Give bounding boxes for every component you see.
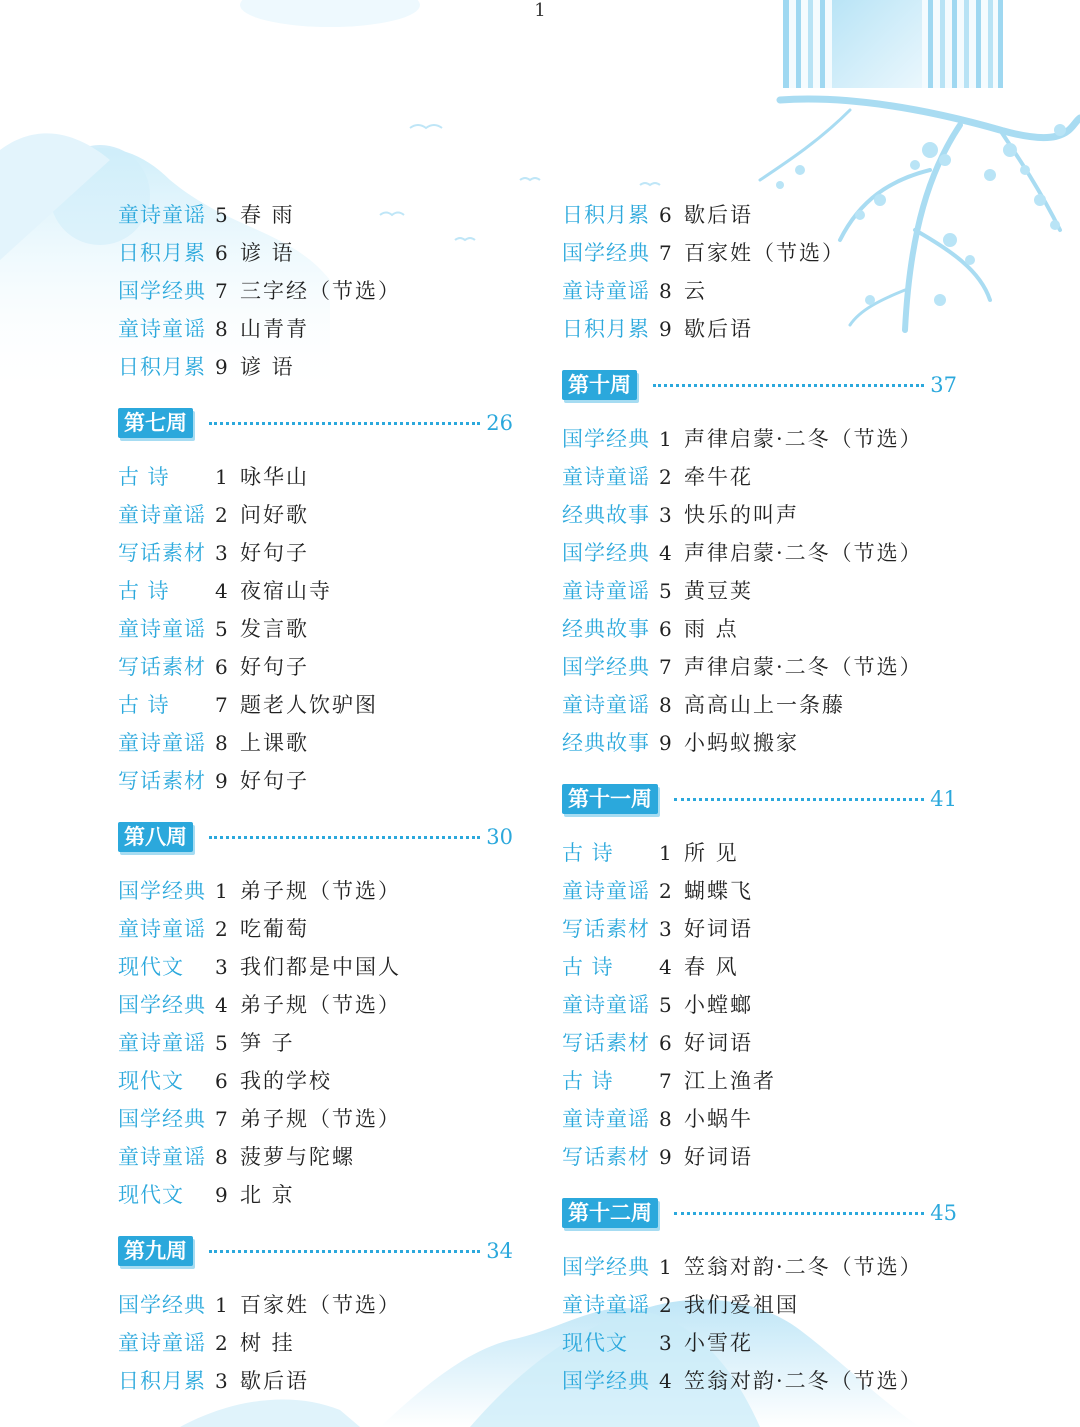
entry-title: 快乐的叫声 (684, 503, 799, 527)
entry-category: 古 诗 (118, 693, 170, 717)
entry-number: 8 (659, 279, 672, 303)
entry-title: 弟子规（节选） (240, 1107, 401, 1131)
toc-entry[interactable] (562, 1138, 957, 1176)
toc-left-column (118, 196, 513, 1400)
entry-category: 国学经典 (118, 279, 206, 303)
entry-category: 童诗童谣 (118, 203, 206, 227)
entry-category: 现代文 (118, 1183, 184, 1207)
toc-entry[interactable] (562, 1248, 957, 1286)
entry-number: 9 (659, 1145, 672, 1169)
toc-entry[interactable] (118, 1100, 513, 1138)
entry-number: 4 (659, 1369, 672, 1393)
entry-title: 笠翁对韵·二冬（节选） (684, 1369, 923, 1393)
entry-title: 蝴蝶飞 (684, 879, 753, 903)
entry-title: 黄豆荚 (684, 579, 753, 603)
entry-title: 小螳螂 (684, 993, 753, 1017)
entry-title: 好词语 (684, 1031, 753, 1055)
toc-entry[interactable] (562, 872, 957, 910)
entry-category: 童诗童谣 (118, 917, 206, 941)
entry-category: 童诗童谣 (118, 1331, 206, 1355)
entry-category: 童诗童谣 (562, 1293, 650, 1317)
entry-title: 我的学校 (240, 1069, 332, 1093)
toc-entry[interactable] (562, 572, 957, 610)
entry-title: 夜宿山寺 (240, 579, 332, 603)
toc-entry[interactable] (118, 196, 513, 234)
week-page-number: 30 (486, 825, 513, 849)
entry-title: 山青青 (240, 317, 309, 341)
entry-title: 好词语 (684, 1145, 753, 1169)
entry-title: 弟子规（节选） (240, 879, 401, 903)
spacer (562, 348, 957, 356)
toc-entry[interactable] (562, 610, 957, 648)
dotted-leader (653, 384, 924, 387)
entry-title: 牵牛花 (684, 465, 753, 489)
entry-category: 国学经典 (118, 1293, 206, 1317)
entry-number: 3 (659, 503, 672, 527)
dotted-leader (674, 798, 924, 801)
entry-title: 小蜗牛 (684, 1107, 753, 1131)
toc-entry[interactable] (562, 420, 957, 458)
toc-entry[interactable] (118, 872, 513, 910)
entry-category: 国学经典 (562, 1369, 650, 1393)
dotted-leader (674, 1212, 924, 1215)
entry-category: 写话素材 (118, 655, 206, 679)
week-page-number: 45 (930, 1201, 957, 1225)
entry-category: 日积月累 (118, 1369, 206, 1393)
entry-category: 日积月累 (118, 355, 206, 379)
spacer (118, 386, 513, 394)
entry-category: 国学经典 (118, 1107, 206, 1131)
entry-title: 树 挂 (240, 1331, 295, 1355)
week-header[interactable] (562, 356, 957, 414)
entry-number: 9 (215, 1183, 228, 1207)
entry-number: 6 (659, 617, 672, 641)
entry-title: 百家姓（节选） (684, 241, 845, 265)
entry-category: 经典故事 (562, 617, 650, 641)
entry-number: 8 (659, 1107, 672, 1131)
entry-title: 吃葡萄 (240, 917, 309, 941)
entry-number: 7 (659, 655, 672, 679)
entry-category: 日积月累 (562, 203, 650, 227)
entry-category: 现代文 (562, 1331, 628, 1355)
entry-title: 云 (684, 279, 707, 303)
dotted-leader (209, 836, 480, 839)
toc-entry[interactable] (118, 458, 513, 496)
entry-number: 9 (659, 731, 672, 755)
entry-category: 国学经典 (562, 241, 650, 265)
entry-title: 我们都是中国人 (240, 955, 401, 979)
entry-title: 北 京 (240, 1183, 295, 1207)
entry-title: 歇后语 (684, 317, 753, 341)
entry-category: 古 诗 (562, 841, 614, 865)
entry-title: 歇后语 (684, 203, 753, 227)
entry-title: 谚 语 (240, 241, 295, 265)
dotted-leader (209, 422, 480, 425)
entry-number: 5 (659, 579, 672, 603)
toc-entry[interactable] (118, 1286, 513, 1324)
entry-category: 现代文 (118, 955, 184, 979)
entry-title: 声律启蒙·二冬（节选） (684, 655, 923, 679)
entry-number: 2 (215, 1331, 228, 1355)
entry-category: 经典故事 (562, 503, 650, 527)
entry-title: 好句子 (240, 769, 309, 793)
entry-category: 童诗童谣 (562, 579, 650, 603)
toc-entry[interactable] (118, 1362, 513, 1400)
entry-title: 声律启蒙·二冬（节选） (684, 541, 923, 565)
entry-category: 国学经典 (562, 655, 650, 679)
dotted-leader (209, 1250, 480, 1253)
toc-entry[interactable] (118, 1324, 513, 1362)
toc-entry[interactable] (562, 534, 957, 572)
entry-category: 国学经典 (118, 993, 206, 1017)
toc-entry[interactable] (562, 496, 957, 534)
entry-title: 小雪花 (684, 1331, 753, 1355)
toc-entry[interactable] (562, 986, 957, 1024)
week-header[interactable] (562, 1184, 957, 1242)
entry-number: 9 (215, 355, 228, 379)
week-header[interactable] (118, 1222, 513, 1280)
entry-title: 高高山上一条藤 (684, 693, 845, 717)
toc-entry[interactable] (562, 686, 957, 724)
spacer (562, 762, 957, 770)
toc-entry[interactable] (118, 1176, 513, 1214)
week-label: 第八周 (118, 822, 193, 852)
entry-number: 3 (659, 917, 672, 941)
toc-entry[interactable] (118, 1024, 513, 1062)
entry-category: 童诗童谣 (118, 503, 206, 527)
toc-entry[interactable] (562, 948, 957, 986)
toc-entry[interactable] (118, 534, 513, 572)
entry-number: 1 (659, 427, 672, 451)
entry-title: 上课歌 (240, 731, 309, 755)
entry-number: 1 (659, 1255, 672, 1279)
entry-title: 发言歌 (240, 617, 309, 641)
toc-entry[interactable] (562, 1286, 957, 1324)
week-page-number: 41 (930, 787, 957, 811)
toc-right-column (562, 196, 957, 1400)
toc-entry[interactable] (562, 196, 957, 234)
entry-number: 3 (215, 955, 228, 979)
toc-entry[interactable] (118, 1138, 513, 1176)
entry-title: 笠翁对韵·二冬（节选） (684, 1255, 923, 1279)
entry-number: 4 (215, 579, 228, 603)
entry-title: 弟子规（节选） (240, 993, 401, 1017)
toc-entry[interactable] (562, 648, 957, 686)
entry-number: 6 (659, 203, 672, 227)
entry-number: 3 (215, 1369, 228, 1393)
toc-entry[interactable] (562, 310, 957, 348)
toc-entry[interactable] (118, 648, 513, 686)
entry-category: 童诗童谣 (562, 1107, 650, 1131)
week-label: 第九周 (118, 1236, 193, 1266)
entry-title: 江上渔者 (684, 1069, 776, 1093)
toc-entry[interactable] (118, 272, 513, 310)
entry-title: 声律启蒙·二冬（节选） (684, 427, 923, 451)
entry-category: 写话素材 (118, 541, 206, 565)
entry-number: 5 (215, 203, 228, 227)
entry-title: 咏华山 (240, 465, 309, 489)
entry-number: 8 (215, 317, 228, 341)
toc-entry[interactable] (118, 234, 513, 272)
entry-number: 7 (659, 1069, 672, 1093)
toc-entry[interactable] (118, 686, 513, 724)
toc-entry[interactable] (118, 948, 513, 986)
entry-number: 9 (659, 317, 672, 341)
toc-entry[interactable] (118, 610, 513, 648)
entry-title: 菠萝与陀螺 (240, 1145, 355, 1169)
entry-number: 3 (659, 1331, 672, 1355)
entry-number: 8 (659, 693, 672, 717)
entry-category: 童诗童谣 (562, 465, 650, 489)
entry-number: 6 (215, 655, 228, 679)
entry-title: 百家姓（节选） (240, 1293, 401, 1317)
week-header[interactable] (118, 808, 513, 866)
entry-number: 7 (659, 241, 672, 265)
entry-category: 写话素材 (118, 769, 206, 793)
entry-number: 8 (215, 731, 228, 755)
week-header[interactable] (118, 394, 513, 452)
entry-category: 童诗童谣 (118, 731, 206, 755)
toc-entry[interactable] (118, 724, 513, 762)
entry-number: 1 (215, 465, 228, 489)
entry-category: 国学经典 (562, 427, 650, 451)
entry-category: 现代文 (118, 1069, 184, 1093)
entry-title: 好句子 (240, 655, 309, 679)
entry-category: 古 诗 (562, 955, 614, 979)
entry-category: 日积月累 (562, 317, 650, 341)
entry-title: 歇后语 (240, 1369, 309, 1393)
entry-number: 2 (215, 503, 228, 527)
week-label: 第十二周 (562, 1198, 658, 1228)
entry-category: 古 诗 (118, 465, 170, 489)
entry-title: 雨 点 (684, 617, 739, 641)
entry-category: 经典故事 (562, 731, 650, 755)
entry-category: 写话素材 (562, 917, 650, 941)
entry-number: 6 (215, 1069, 228, 1093)
entry-category: 古 诗 (118, 579, 170, 603)
entry-category: 国学经典 (562, 541, 650, 565)
toc-entry[interactable] (118, 1062, 513, 1100)
toc-entry[interactable] (118, 762, 513, 800)
week-header[interactable] (562, 770, 957, 828)
entry-title: 好词语 (684, 917, 753, 941)
entry-category: 童诗童谣 (562, 879, 650, 903)
entry-title: 所 见 (684, 841, 739, 865)
toc-entry[interactable] (562, 1100, 957, 1138)
toc-entry[interactable] (562, 1024, 957, 1062)
toc-entry[interactable] (118, 496, 513, 534)
entry-title: 春 雨 (240, 203, 295, 227)
toc-entry[interactable] (118, 910, 513, 948)
entry-number: 1 (215, 879, 228, 903)
entry-category: 日积月累 (118, 241, 206, 265)
entry-category: 童诗童谣 (118, 1031, 206, 1055)
entry-category: 古 诗 (562, 1069, 614, 1093)
entry-number: 6 (659, 1031, 672, 1055)
entry-number: 5 (215, 617, 228, 641)
entry-category: 国学经典 (562, 1255, 650, 1279)
page-number: 1 (534, 0, 546, 21)
entry-number: 1 (659, 841, 672, 865)
toc-entry[interactable] (562, 1362, 957, 1400)
entry-title: 我们爱祖国 (684, 1293, 799, 1317)
entry-number: 7 (215, 279, 228, 303)
toc-entry[interactable] (562, 1324, 957, 1362)
entry-category: 童诗童谣 (118, 1145, 206, 1169)
week-page-number: 34 (486, 1239, 513, 1263)
entry-number: 2 (659, 465, 672, 489)
toc-entry[interactable] (118, 986, 513, 1024)
toc-entry[interactable] (562, 272, 957, 310)
entry-category: 童诗童谣 (562, 693, 650, 717)
entry-title: 好句子 (240, 541, 309, 565)
entry-number: 5 (215, 1031, 228, 1055)
toc-entry[interactable] (118, 572, 513, 610)
toc-entry[interactable] (562, 724, 957, 762)
entry-category: 童诗童谣 (118, 617, 206, 641)
entry-category: 国学经典 (118, 879, 206, 903)
toc-entry[interactable] (562, 234, 957, 272)
toc-entry[interactable] (562, 834, 957, 872)
entry-title: 题老人饮驴图 (240, 693, 378, 717)
entry-number: 9 (215, 769, 228, 793)
toc-entry[interactable] (118, 348, 513, 386)
entry-category: 写话素材 (562, 1145, 650, 1169)
entry-number: 4 (659, 955, 672, 979)
entry-category: 童诗童谣 (562, 279, 650, 303)
entry-number: 4 (215, 993, 228, 1017)
toc-entry[interactable] (562, 1062, 957, 1100)
entry-number: 8 (215, 1145, 228, 1169)
week-page-number: 37 (930, 373, 957, 397)
week-label: 第十一周 (562, 784, 658, 814)
entry-number: 7 (215, 1107, 228, 1131)
entry-category: 写话素材 (562, 1031, 650, 1055)
entry-number: 1 (215, 1293, 228, 1317)
entry-title: 笋 子 (240, 1031, 295, 1055)
entry-number: 2 (659, 879, 672, 903)
week-label: 第七周 (118, 408, 193, 438)
entry-number: 2 (659, 1293, 672, 1317)
entry-title: 问好歌 (240, 503, 309, 527)
entry-number: 7 (215, 693, 228, 717)
spacer (562, 1176, 957, 1184)
toc-entry[interactable] (118, 310, 513, 348)
toc-entry[interactable] (562, 458, 957, 496)
toc-entry[interactable] (562, 910, 957, 948)
spacer (118, 1214, 513, 1222)
entry-number: 2 (215, 917, 228, 941)
entry-number: 5 (659, 993, 672, 1017)
entry-title: 谚 语 (240, 355, 295, 379)
entry-number: 4 (659, 541, 672, 565)
entry-title: 春 风 (684, 955, 739, 979)
spacer (118, 800, 513, 808)
entry-category: 童诗童谣 (562, 993, 650, 1017)
entry-title: 小蚂蚁搬家 (684, 731, 799, 755)
week-label: 第十周 (562, 370, 637, 400)
week-page-number: 26 (486, 411, 513, 435)
entry-number: 6 (215, 241, 228, 265)
entry-category: 童诗童谣 (118, 317, 206, 341)
entry-title: 三字经（节选） (240, 279, 401, 303)
entry-number: 3 (215, 541, 228, 565)
